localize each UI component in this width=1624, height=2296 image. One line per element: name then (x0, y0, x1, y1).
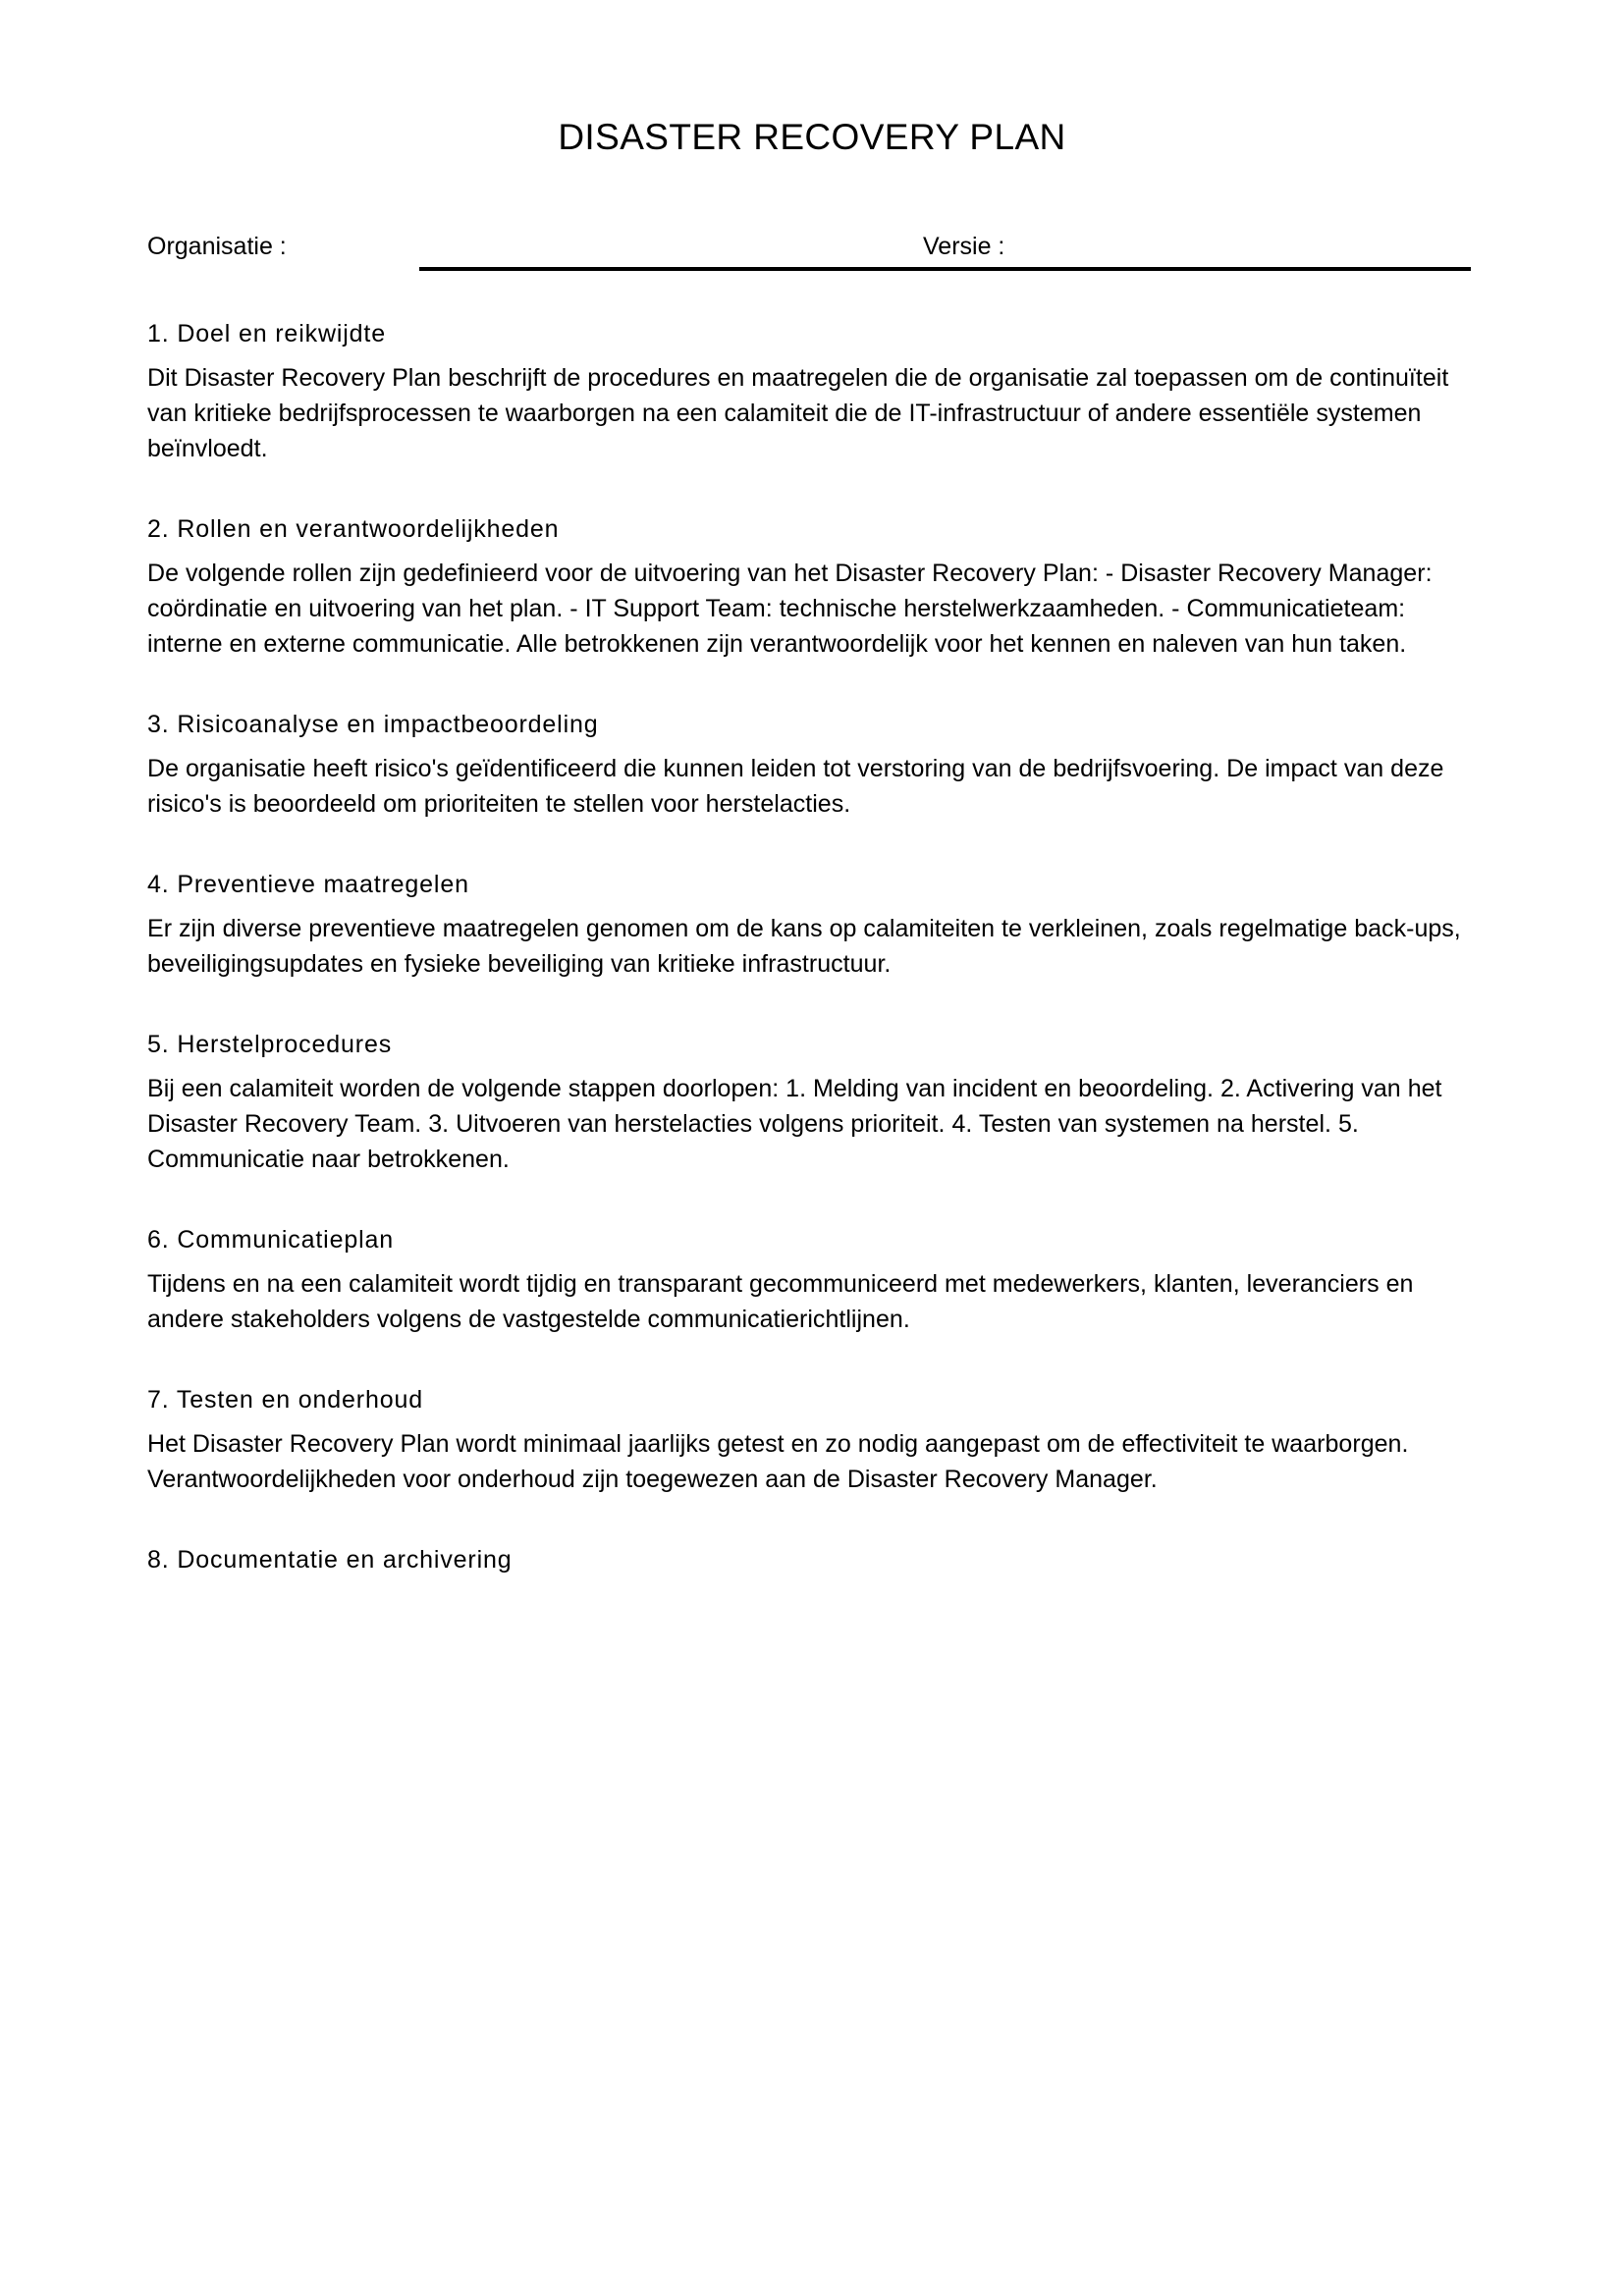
organisation-label: Organisatie : (147, 233, 287, 260)
section-heading: 6. Communicatieplan (147, 1226, 394, 1254)
section-5 (147, 1027, 1463, 1177)
section-heading: 4. Preventieve maatregelen (147, 871, 469, 898)
section-3 (147, 707, 1463, 822)
section-heading: 1. Doel en reikwijdte (147, 320, 386, 347)
section-body: Bij een calamiteit worden de volgende stappen doorlopen: 1. Melding van incident en beoordeling. 2. Activering van het Disaster Recovery Team. 3. Uitvoeren van herstelacties volgens prioriteit. 4. Testen van systemen na herstel. 5. Communicatie naar betrokkenen. (147, 1075, 1442, 1173)
section-body: De volgende rollen zijn gedefinieerd voor de uitvoering van het Disaster Recovery Plan: - Disaster Recovery Manager: coördinatie en uitvoering van het plan. - IT Support Team: technische herstelwerkzaamheden. - Communicatieteam: interne en externe communicatie. Alle betrokkenen zijn verantwoordelijk voor het kennen en naleven van hun taken. (147, 560, 1433, 658)
document-meta-row (147, 232, 1471, 277)
section-heading: 5. Herstelprocedures (147, 1031, 393, 1058)
page-title: DISASTER RECOVERY PLAN (558, 117, 1066, 157)
section-1 (147, 316, 1463, 466)
section-2 (147, 511, 1463, 662)
section-heading: 2. Rollen en verantwoordelijkheden (147, 515, 560, 543)
section-body: Er zijn diverse preventieve maatregelen genomen om de kans op calamiteiten te verkleinen, zoals regelmatige back-ups, beveiligingsupdates en fysieke beveiliging van kritieke infrastructuur. (147, 915, 1461, 978)
document-body (147, 316, 1463, 1586)
section-heading: 7. Testen en onderhoud (147, 1386, 423, 1414)
section-6 (147, 1222, 1463, 1337)
section-body: Het Disaster Recovery Plan wordt minimaal jaarlijks getest en zo nodig aangepast om de effectiviteit te waarborgen. Verantwoordelijkheden voor onderhoud zijn toegewezen aan de Disaster Recovery Manager. (147, 1430, 1409, 1493)
meta-fill-in-rule (419, 267, 1471, 271)
section-body: De organisatie heeft risico's geïdentificeerd die kunnen leiden tot verstoring van de bedrijfsvoering. De impact van deze risico's is beoordeeld om prioriteiten te stellen voor herstelacties. (147, 755, 1444, 818)
section-heading: 3. Risicoanalyse en impactbeoordeling (147, 711, 599, 738)
section-heading: 8. Documentatie en archivering (147, 1546, 513, 1574)
section-body: Dit Disaster Recovery Plan beschrijft de procedures en maatregelen die de organisatie zal toepassen om de continuïteit van kritieke bedrijfsprocessen te waarborgen na een calamiteit die de IT-infrastructuur of andere essentiële systemen beïnvloedt. (147, 364, 1449, 462)
section-8 (147, 1542, 1463, 1577)
section-4 (147, 867, 1463, 982)
section-7 (147, 1382, 1463, 1497)
version-label: Versie : (923, 233, 1005, 260)
section-body: Tijdens en na een calamiteit wordt tijdig en transparant gecommuniceerd met medewerkers, klanten, leveranciers en andere stakeholders volgens de vastgestelde communicatierichtlijnen. (147, 1270, 1414, 1333)
